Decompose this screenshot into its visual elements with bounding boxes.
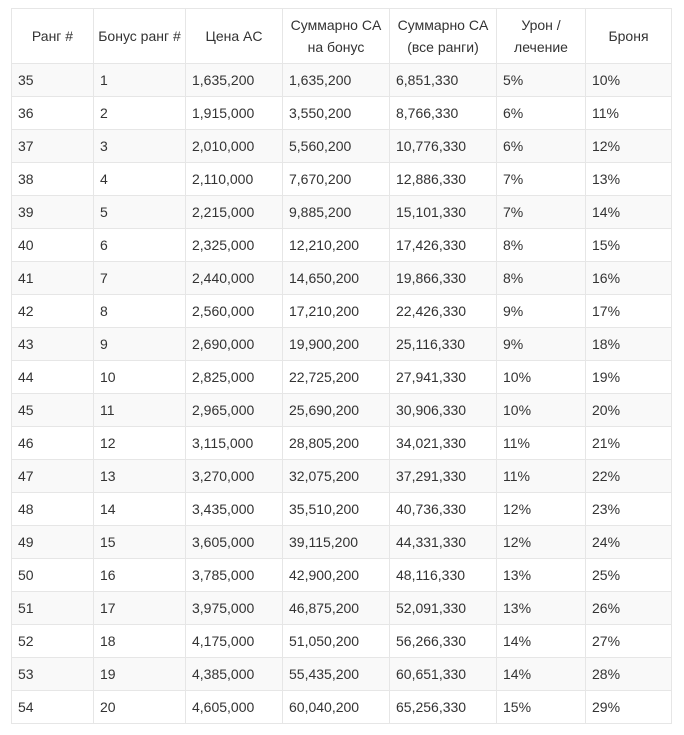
cell-total-ca-all: 8,766,330 — [390, 97, 497, 130]
cell-total-ca-bonus: 55,435,200 — [283, 658, 390, 691]
cell-price-ac: 2,010,000 — [186, 130, 283, 163]
cell-total-ca-bonus: 51,050,200 — [283, 625, 390, 658]
cell-rank: 40 — [12, 229, 94, 262]
cell-armor: 28% — [586, 658, 672, 691]
cell-rank: 36 — [12, 97, 94, 130]
cell-price-ac: 1,635,200 — [186, 64, 283, 97]
cell-armor: 20% — [586, 394, 672, 427]
cell-armor: 15% — [586, 229, 672, 262]
cell-bonus-rank: 2 — [94, 97, 186, 130]
cell-price-ac: 2,690,000 — [186, 328, 283, 361]
cell-armor: 17% — [586, 295, 672, 328]
cell-rank: 47 — [12, 460, 94, 493]
cell-total-ca-bonus: 22,725,200 — [283, 361, 390, 394]
table-row — [12, 592, 672, 625]
cell-total-ca-all: 25,116,330 — [390, 328, 497, 361]
cell-bonus-rank: 19 — [94, 658, 186, 691]
cell-total-ca-all: 17,426,330 — [390, 229, 497, 262]
cell-total-ca-bonus: 19,900,200 — [283, 328, 390, 361]
cell-rank: 48 — [12, 493, 94, 526]
cell-bonus-rank: 12 — [94, 427, 186, 460]
cell-armor: 29% — [586, 691, 672, 724]
cell-damage-healing: 8% — [497, 262, 586, 295]
cell-armor: 18% — [586, 328, 672, 361]
header-total-ca-all-ranks: Суммарно CA (все ранги) — [390, 9, 497, 64]
cell-total-ca-bonus: 1,635,200 — [283, 64, 390, 97]
cell-price-ac: 2,215,000 — [186, 196, 283, 229]
cell-total-ca-all: 27,941,330 — [390, 361, 497, 394]
header-price-ac: Цена AC — [186, 9, 283, 64]
cell-price-ac: 3,115,000 — [186, 427, 283, 460]
cell-damage-healing: 6% — [497, 130, 586, 163]
cell-rank: 53 — [12, 658, 94, 691]
table-row — [12, 559, 672, 592]
cell-bonus-rank: 18 — [94, 625, 186, 658]
table-row — [12, 97, 672, 130]
cell-armor: 13% — [586, 163, 672, 196]
cell-total-ca-bonus: 5,560,200 — [283, 130, 390, 163]
rank-table-container — [11, 8, 671, 724]
cell-bonus-rank: 14 — [94, 493, 186, 526]
cell-total-ca-all: 10,776,330 — [390, 130, 497, 163]
cell-price-ac: 3,975,000 — [186, 592, 283, 625]
cell-armor: 11% — [586, 97, 672, 130]
cell-bonus-rank: 5 — [94, 196, 186, 229]
cell-armor: 14% — [586, 196, 672, 229]
cell-total-ca-all: 34,021,330 — [390, 427, 497, 460]
table-row — [12, 64, 672, 97]
cell-price-ac: 3,605,000 — [186, 526, 283, 559]
cell-damage-healing: 13% — [497, 592, 586, 625]
table-body — [12, 64, 672, 724]
header-total-ca-bonus: Суммарно CA на бонус — [283, 9, 390, 64]
cell-damage-healing: 14% — [497, 625, 586, 658]
cell-rank: 49 — [12, 526, 94, 559]
cell-bonus-rank: 15 — [94, 526, 186, 559]
cell-damage-healing: 14% — [497, 658, 586, 691]
table-row — [12, 196, 672, 229]
cell-total-ca-all: 60,651,330 — [390, 658, 497, 691]
header-bonus-rank: Бонус ранг # — [94, 9, 186, 64]
cell-price-ac: 2,440,000 — [186, 262, 283, 295]
cell-total-ca-bonus: 17,210,200 — [283, 295, 390, 328]
cell-bonus-rank: 4 — [94, 163, 186, 196]
cell-price-ac: 2,325,000 — [186, 229, 283, 262]
cell-total-ca-all: 19,866,330 — [390, 262, 497, 295]
table-row — [12, 493, 672, 526]
cell-total-ca-all: 44,331,330 — [390, 526, 497, 559]
cell-armor: 22% — [586, 460, 672, 493]
cell-bonus-rank: 17 — [94, 592, 186, 625]
cell-total-ca-bonus: 12,210,200 — [283, 229, 390, 262]
cell-damage-healing: 8% — [497, 229, 586, 262]
cell-bonus-rank: 20 — [94, 691, 186, 724]
cell-total-ca-all: 12,886,330 — [390, 163, 497, 196]
cell-damage-healing: 13% — [497, 559, 586, 592]
cell-damage-healing: 9% — [497, 295, 586, 328]
cell-rank: 52 — [12, 625, 94, 658]
cell-bonus-rank: 13 — [94, 460, 186, 493]
header-row — [12, 9, 672, 64]
cell-damage-healing: 10% — [497, 361, 586, 394]
cell-total-ca-all: 40,736,330 — [390, 493, 497, 526]
cell-armor: 25% — [586, 559, 672, 592]
cell-total-ca-all: 52,091,330 — [390, 592, 497, 625]
table-row — [12, 394, 672, 427]
cell-total-ca-bonus: 14,650,200 — [283, 262, 390, 295]
cell-total-ca-bonus: 7,670,200 — [283, 163, 390, 196]
cell-total-ca-bonus: 39,115,200 — [283, 526, 390, 559]
table-row — [12, 262, 672, 295]
cell-armor: 21% — [586, 427, 672, 460]
table-row — [12, 361, 672, 394]
cell-armor: 24% — [586, 526, 672, 559]
cell-damage-healing: 7% — [497, 196, 586, 229]
cell-total-ca-all: 22,426,330 — [390, 295, 497, 328]
cell-damage-healing: 5% — [497, 64, 586, 97]
cell-price-ac: 4,175,000 — [186, 625, 283, 658]
cell-armor: 27% — [586, 625, 672, 658]
cell-armor: 16% — [586, 262, 672, 295]
table-row — [12, 526, 672, 559]
cell-armor: 19% — [586, 361, 672, 394]
cell-total-ca-all: 15,101,330 — [390, 196, 497, 229]
cell-total-ca-all: 6,851,330 — [390, 64, 497, 97]
cell-price-ac: 2,825,000 — [186, 361, 283, 394]
cell-rank: 46 — [12, 427, 94, 460]
cell-damage-healing: 11% — [497, 460, 586, 493]
cell-armor: 10% — [586, 64, 672, 97]
cell-total-ca-all: 30,906,330 — [390, 394, 497, 427]
cell-armor: 12% — [586, 130, 672, 163]
cell-bonus-rank: 8 — [94, 295, 186, 328]
cell-rank: 38 — [12, 163, 94, 196]
cell-total-ca-all: 48,116,330 — [390, 559, 497, 592]
cell-damage-healing: 15% — [497, 691, 586, 724]
cell-rank: 37 — [12, 130, 94, 163]
table-row — [12, 691, 672, 724]
cell-total-ca-all: 56,266,330 — [390, 625, 497, 658]
cell-bonus-rank: 1 — [94, 64, 186, 97]
cell-price-ac: 3,785,000 — [186, 559, 283, 592]
cell-price-ac: 2,965,000 — [186, 394, 283, 427]
cell-damage-healing: 11% — [497, 427, 586, 460]
cell-bonus-rank: 6 — [94, 229, 186, 262]
cell-price-ac: 1,915,000 — [186, 97, 283, 130]
cell-damage-healing: 12% — [497, 493, 586, 526]
cell-total-ca-bonus: 60,040,200 — [283, 691, 390, 724]
cell-rank: 39 — [12, 196, 94, 229]
header-armor: Броня — [586, 9, 672, 64]
cell-rank: 35 — [12, 64, 94, 97]
cell-total-ca-bonus: 28,805,200 — [283, 427, 390, 460]
cell-total-ca-bonus: 32,075,200 — [283, 460, 390, 493]
table-row — [12, 460, 672, 493]
cell-rank: 41 — [12, 262, 94, 295]
table-row — [12, 658, 672, 691]
cell-total-ca-bonus: 25,690,200 — [283, 394, 390, 427]
cell-price-ac: 4,385,000 — [186, 658, 283, 691]
cell-bonus-rank: 16 — [94, 559, 186, 592]
cell-damage-healing: 6% — [497, 97, 586, 130]
cell-damage-healing: 12% — [497, 526, 586, 559]
cell-rank: 44 — [12, 361, 94, 394]
cell-bonus-rank: 7 — [94, 262, 186, 295]
cell-total-ca-all: 65,256,330 — [390, 691, 497, 724]
cell-armor: 26% — [586, 592, 672, 625]
cell-damage-healing: 9% — [497, 328, 586, 361]
cell-rank: 43 — [12, 328, 94, 361]
cell-total-ca-bonus: 35,510,200 — [283, 493, 390, 526]
cell-price-ac: 2,110,000 — [186, 163, 283, 196]
cell-rank: 50 — [12, 559, 94, 592]
table-row — [12, 625, 672, 658]
header-damage-healing: Урон / лечение — [497, 9, 586, 64]
table-row — [12, 229, 672, 262]
table-row — [12, 163, 672, 196]
rank-table — [11, 8, 672, 724]
table-row — [12, 427, 672, 460]
cell-price-ac: 3,270,000 — [186, 460, 283, 493]
cell-bonus-rank: 11 — [94, 394, 186, 427]
cell-total-ca-bonus: 46,875,200 — [283, 592, 390, 625]
cell-price-ac: 3,435,000 — [186, 493, 283, 526]
cell-rank: 54 — [12, 691, 94, 724]
cell-total-ca-bonus: 42,900,200 — [283, 559, 390, 592]
header-rank: Ранг # — [12, 9, 94, 64]
cell-armor: 23% — [586, 493, 672, 526]
table-row — [12, 328, 672, 361]
cell-rank: 42 — [12, 295, 94, 328]
cell-rank: 51 — [12, 592, 94, 625]
cell-bonus-rank: 3 — [94, 130, 186, 163]
cell-damage-healing: 10% — [497, 394, 586, 427]
cell-price-ac: 2,560,000 — [186, 295, 283, 328]
cell-bonus-rank: 9 — [94, 328, 186, 361]
cell-rank: 45 — [12, 394, 94, 427]
cell-total-ca-bonus: 3,550,200 — [283, 97, 390, 130]
cell-total-ca-bonus: 9,885,200 — [283, 196, 390, 229]
cell-bonus-rank: 10 — [94, 361, 186, 394]
table-header — [12, 9, 672, 64]
cell-price-ac: 4,605,000 — [186, 691, 283, 724]
table-row — [12, 295, 672, 328]
table-row — [12, 130, 672, 163]
cell-damage-healing: 7% — [497, 163, 586, 196]
cell-total-ca-all: 37,291,330 — [390, 460, 497, 493]
